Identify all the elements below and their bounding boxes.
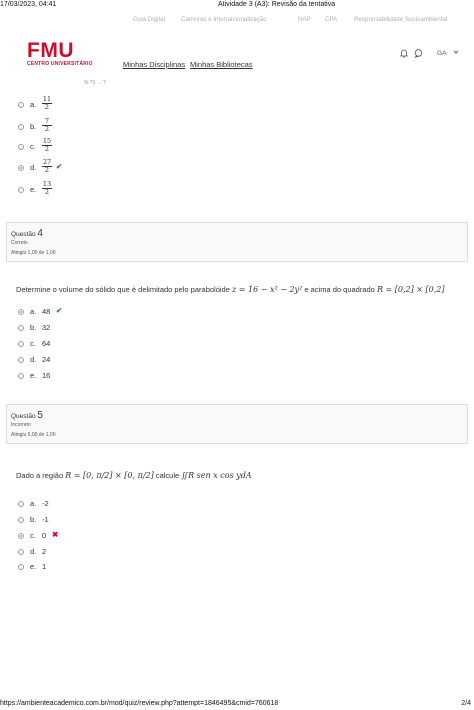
option-letter: a. — [30, 100, 37, 109]
question-4-info — [6, 222, 468, 262]
logo-text: FMU — [27, 39, 74, 62]
main-header — [0, 30, 474, 78]
topnav-responsabilidade[interactable]: Responsabilidade Socioambiental — [354, 16, 448, 23]
option-value: 24 — [42, 355, 51, 364]
question-grade: Atingiu 1,00 de 1,00 — [11, 250, 56, 256]
print-header — [0, 1, 474, 11]
radio-button-selected[interactable] — [18, 309, 24, 315]
option-value: -2 — [42, 499, 49, 508]
topnav-nap[interactable]: NAP — [298, 16, 311, 23]
option-value: 0 — [42, 531, 47, 540]
option-letter: b. — [30, 323, 37, 332]
chevron-down-icon[interactable] — [453, 49, 459, 57]
option-letter: b. — [30, 122, 37, 131]
chat-icon[interactable] — [414, 49, 423, 60]
top-nav — [0, 16, 474, 26]
question-5-info — [6, 404, 468, 444]
radio-button[interactable] — [18, 517, 24, 523]
option-letter: e. — [30, 371, 37, 380]
print-datetime: 17/03/2023, 04:41 — [0, 1, 57, 8]
question-4-text: Determine o volume do sólido que é delimitado pelo parabolóide z = 16 − x² − 2y² e acima do quadrado R = [0,2] × [0,2] — [16, 285, 445, 294]
option-value: 16 — [42, 371, 51, 380]
option-letter: b. — [30, 515, 37, 524]
question-grade: Atingiu 0,00 de 1,00 — [11, 432, 56, 438]
topnav-cpa[interactable]: CPA — [325, 16, 338, 23]
nav-minhas-bibliotecas[interactable]: Minhas Bibliotecas — [190, 60, 253, 69]
option-letter: d. — [30, 547, 37, 556]
math-expression: z = 16 − x² − 2y² — [231, 285, 303, 294]
radio-button[interactable] — [18, 549, 24, 555]
option-fraction: $\frac{11}{2}$ — [42, 95, 52, 111]
question-5-text: Dado a região R = [0, π/2] × [0, π/2] calcule ∬R sen x cos ydA — [16, 471, 252, 480]
math-expression: R = [0,2] × [0,2] — [376, 285, 445, 294]
radio-button[interactable] — [18, 357, 24, 363]
option-fraction: $\frac{15}{2}$ — [42, 137, 52, 153]
incorrect-x-icon: ✖ — [52, 530, 59, 539]
option-letter: c. — [30, 142, 36, 151]
radio-button[interactable] — [18, 102, 24, 108]
option-value: -1 — [42, 515, 49, 524]
option-letter: c. — [30, 531, 36, 540]
topnav-guia-digital[interactable]: Guia Digital — [133, 16, 165, 23]
radio-button[interactable] — [18, 187, 24, 193]
option-fraction: $\frac{13}{2}$ — [42, 180, 52, 196]
math-expression: ∬R sen x cos ydA — [181, 471, 252, 480]
correct-check-icon: ✔ — [56, 162, 63, 171]
user-initials[interactable]: GA — [437, 50, 447, 57]
option-letter: e. — [30, 185, 37, 194]
radio-button-selected[interactable] — [18, 165, 24, 171]
question-title: Questão 4 — [11, 228, 43, 239]
radio-button[interactable] — [18, 341, 24, 347]
radio-button[interactable] — [18, 325, 24, 331]
nav-minhas-disciplinas[interactable]: Minhas Disciplinas — [123, 60, 186, 69]
cut-off-text: % ?1 → ? — [84, 80, 106, 86]
radio-button[interactable] — [18, 124, 24, 130]
correct-check-icon: ✔ — [56, 306, 63, 315]
radio-button-selected[interactable] — [18, 533, 24, 539]
option-letter: d. — [30, 355, 37, 364]
radio-button[interactable] — [18, 564, 24, 570]
option-letter: a. — [30, 307, 37, 316]
print-page-title: Atividade 3 (A3): Revisão da tentativa — [218, 1, 336, 8]
option-fraction: $\frac{7}{2}$ — [42, 118, 52, 133]
print-url: https://ambienteacademico.com.br/mod/quiz/review.php?attempt=1846495&cmid=760618 — [0, 700, 279, 707]
math-expression: R = [0, π/2] × [0, π/2] — [65, 471, 154, 480]
radio-button[interactable] — [18, 373, 24, 379]
radio-button[interactable] — [18, 501, 24, 507]
topnav-carreiras[interactable]: Carreiras e Internacionalização — [181, 16, 267, 23]
option-value: 48 — [42, 307, 51, 316]
option-letter: e. — [30, 562, 37, 571]
option-value: 2 — [42, 547, 47, 556]
radio-button[interactable] — [18, 144, 24, 150]
question-state: Correto — [11, 240, 28, 246]
option-value: 32 — [42, 323, 51, 332]
bell-icon[interactable] — [400, 49, 408, 60]
question-state: Incorreto — [11, 422, 31, 428]
option-letter: c. — [30, 339, 36, 348]
fmu-logo[interactable] — [27, 39, 93, 67]
option-letter: a. — [30, 499, 37, 508]
logo-subtitle: CENTRO UNIVERSITÁRIO — [27, 61, 93, 67]
option-value: 1 — [42, 562, 47, 571]
option-fraction: $\frac{27}{2}$ — [42, 158, 52, 174]
option-value: 64 — [42, 339, 51, 348]
question-title: Questão 5 — [11, 410, 43, 421]
option-letter: d. — [30, 163, 37, 172]
print-page-number: 2/4 — [461, 700, 471, 707]
